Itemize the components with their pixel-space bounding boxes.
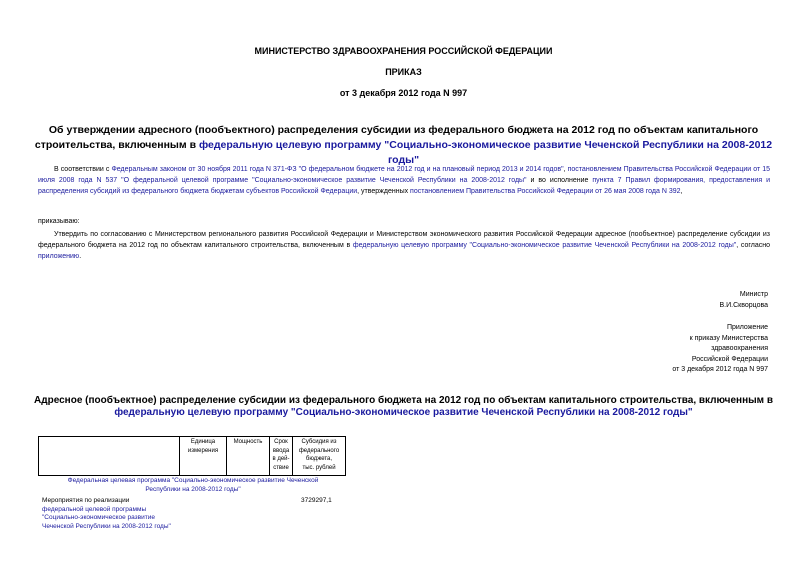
subsidy-table (38, 436, 346, 476)
measures-value: 3729297,1 (301, 497, 332, 504)
preamble-text-2: , (563, 166, 568, 173)
header-term-cell (270, 437, 293, 476)
program-row[interactable] (38, 477, 348, 494)
measures-line-1: Мероприятия по реализации (42, 497, 130, 504)
measures-line-3[interactable]: "Социально-экономическое развитие (42, 514, 155, 521)
header-subsidy-l4: тыс. рублей (302, 464, 336, 471)
preamble-paragraph (38, 164, 770, 197)
order-program-link[interactable]: федеральную целевую программу "Социально-экономическое развитие Чеченской Республики на 2008-2012 годы" (352, 242, 737, 249)
header-subsidy-l1: Субсидия из (301, 439, 337, 445)
table-header-row (39, 437, 346, 476)
appendix-line-3: здравоохранения (711, 345, 768, 352)
signature-position: Министр (739, 291, 768, 298)
header-unit-l2: измерения (187, 447, 219, 454)
header-term-l4: ствие (273, 464, 289, 471)
measures-line-2[interactable]: федеральной целевой программы (42, 505, 147, 513)
order-paragraph (38, 229, 770, 262)
header-term-l2: ввода (272, 447, 290, 454)
preamble-text-3: и во исполнение (526, 177, 593, 184)
ministry-name: МИНИСТЕРСТВО ЗДРАВООХРАНЕНИЯ РОССИЙСКОЙ ФЕДЕРАЦИИ (254, 46, 553, 56)
appendix-line-5: от 3 декабря 2012 года N 997 (672, 366, 768, 373)
appendix-title-program-link[interactable]: федеральную целевую программу "Социально-экономическое развитие Чеченской Республики на 2008-2012 годы" (114, 407, 693, 418)
measures-line-4[interactable]: Чеченской Республики на 2008-2012 годы" (42, 522, 171, 530)
header-subsidy-l2: федерального (298, 447, 340, 454)
program-row-line-2[interactable]: Республики на 2008-2012 годы" (145, 485, 241, 493)
header-subsidy-cell (293, 437, 346, 476)
resolution-537-link[interactable]: постановлением Правительства Российской Федерации от 15 июля 2008 года N 537 "О федеральной целевой программе "Социально-экономическое развитие Чеченской Республики на 2008-2012 годы" (38, 166, 771, 184)
order-word: приказываю: (38, 218, 80, 225)
appendix-title (30, 395, 777, 419)
program-row-line-1[interactable]: Федеральная целевая программа "Социально-экономическое развитие Чеченской (67, 477, 319, 484)
doc-type: ПРИКАЗ (385, 67, 422, 77)
preamble-text-1: В соответствии с (54, 166, 112, 173)
order-text-1: Утвердить по согласованию с Министерством регионального развития Российской Федерации и Министерством экономического развития Российской Федерации адресное (пообъектное) распределение субсидии из федерального бюджета на 2012 год по объектам капитального строительства, включенным в (38, 231, 770, 249)
title-text: Об утверждении адресного (пообъектного) распределения субсидии из федерального бюджета на 2012 год по объектам капитального строительства, включенным в (34, 124, 759, 151)
header-unit-l1: Единица (190, 439, 216, 445)
measures-row (42, 497, 212, 531)
appendix-line-2: к приказу Министерства (689, 334, 768, 342)
appendix-block (600, 323, 768, 376)
preamble-text-5: , (680, 188, 683, 195)
header-capacity-cell: Мощность (227, 437, 270, 476)
header-term-l1: Срок (274, 439, 288, 445)
header-unit-cell (180, 437, 227, 476)
header-subsidy-l3: бюджета, (305, 456, 333, 462)
header-object-cell (39, 437, 180, 476)
order-text-2: , согласно (736, 242, 771, 249)
appendix-line-1: Приложение (726, 324, 768, 331)
appendix-link[interactable]: приложению (38, 253, 80, 260)
doc-date-number: от 3 декабря 2012 года N 997 (339, 88, 468, 98)
title-program-link[interactable]: федеральную целевую программу "Социально-экономическое развитие Чеченской Республики на 2008-2012 годы" (198, 139, 773, 166)
resolution-392-link[interactable]: постановлением Правительства Российской Федерации от 26 мая 2008 года N 392 (410, 188, 681, 195)
appendix-title-text: Адресное (пообъектное) распределение субсидии из федерального бюджета на 2012 год по объектам капитального строительства, включенным в (34, 395, 773, 406)
order-text-3: . (79, 253, 82, 260)
appendix-line-4: Российской Федерации (691, 355, 768, 363)
header-term-l3: в дей- (272, 456, 290, 462)
signature-name: В.И.Скворцова (719, 302, 768, 309)
rules-point-7-link[interactable]: пункта 7 Правил формирования, предоставления и распределения субсидий из федерального бюджета бюджетам субъектов Российской Федерации (38, 177, 770, 195)
document-title (30, 123, 777, 168)
federal-law-link[interactable]: Федеральным законом от 30 ноября 2011 года N 371-ФЗ "О федеральном бюджете на 2012 год и на плановый период 2013 и 2014 годов" (111, 166, 564, 173)
preamble-text-4: , утвержденных (357, 188, 411, 195)
